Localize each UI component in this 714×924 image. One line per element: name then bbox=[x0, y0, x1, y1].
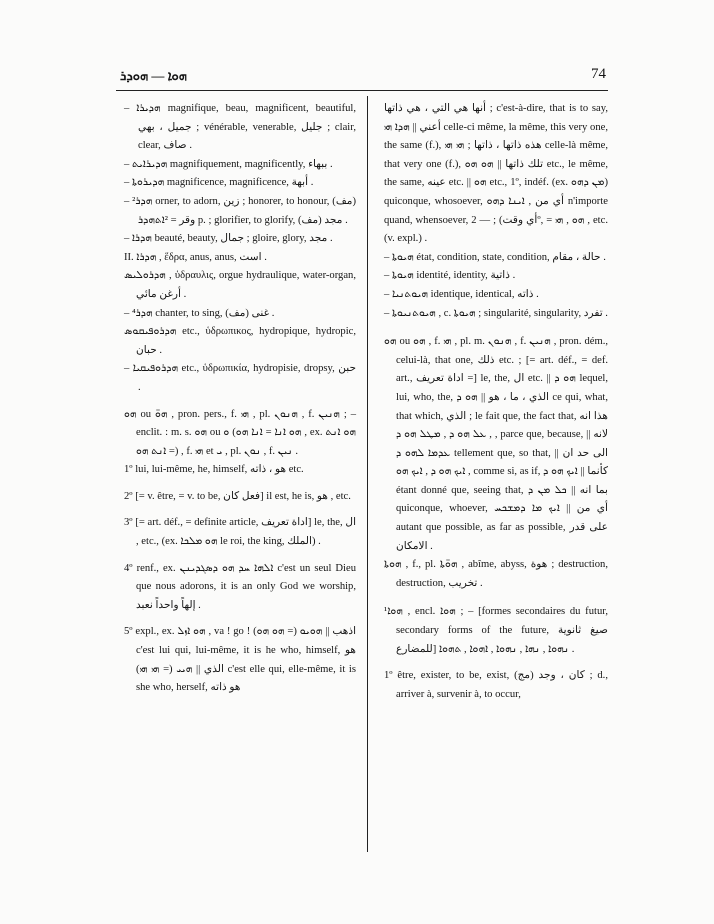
dictionary-entry: – ܗܕܝܪܘܬܐ magnificence, magnificence, أبهة . bbox=[124, 177, 314, 189]
dictionary-entry: – ܗܝܘܬܐ état, condition, state, condition, حالة ، مقام . bbox=[384, 251, 606, 263]
dictionary-entry: – ܗܕܪܐ beauté, beauty, جمال ; gloire, glory, مجد . bbox=[124, 233, 333, 245]
dictionary-entry: ܗܘܬܐ , f., pl. ܗܘ̈ܬܐ , abîme, abyss, هوة ; destruction, destruction, تخريب . bbox=[384, 559, 608, 589]
dictionary-entry: – ܗܝܘܬܐ identité, identity, ذاتية . bbox=[384, 270, 516, 282]
sense-item: 4º renf., ex. ܐܠܗܐ ܚܕ ܗܘ ܕܣܓܕܝܢܢ c'est un seul Dieu que nous adorons, it is an only God we worship, إلهاً واحداً نعبد . bbox=[124, 562, 356, 611]
running-head-guide-words: ܗܘܐ — ܗܘܕܪ bbox=[120, 68, 187, 83]
dictionary-entry: ܗܘ ou ܗܘ , f. ܗܝ , pl. m. ܗܢܘܢ , f. ܗܢܝܢ , pron. dém., celui-là, that one, ذلك etc. ; [= art. déf., = def. art., اداة تعريف =] le, the, ال etc. || ܗܘ ܕ lequel, lui, who, the, الذي ، ما ، هو || ܗܘ ܕ ce qui, what, that which, الذي ; le fait que, the fact that, هذا انه , ܥܠ ܗܘ ܕ , ܡܛܠ ܗܘ ܕ , parce que, because, لانه || ܥܕܡܐ ܠܗܘ ܕ tellement que, so that, الى حد ان || ܐܝܟ ܗܘ ܕ , ܐܝܟ ܗܘ , comme si, as if, كأنما || ܐܝܟ ܗܘ ܕ étant donné que, seeing that, بما انه || ܟܠ ܡܢ ܕ quiconque, whoever, أي من || ܐܝܟ ܡܐ ܕܡܫܟܚ autant que possible, as far as possible, على قدر الامكان . bbox=[384, 336, 609, 552]
sense-item: 2º [= v. être, = v. to be, فعل كان] il est, he is, هو , etc. bbox=[124, 490, 351, 502]
dictionary-entry: – ܗܕܝܪܐ magnifique, beau, magnificent, beautiful, جميل ، بهي ; vénérable, venerable, جليل ; clair, clear, صاف . bbox=[124, 103, 356, 152]
dictionary-entry: ܗܕܪܘܠܝܣ , ὑδραυλις, orgue hydraulique, water-organ, أرغن مائي . bbox=[124, 270, 356, 300]
dictionary-entry: – ܗܝܘܬܢܝܘܬܐ , c. ܗܝܘܬܐ ; singularité, singularity, تفرد . bbox=[384, 307, 608, 319]
sense-item: 1º être, exister, to be, exist, كان ، وجد (مج) ; d., arriver à, survenir à, to occur, bbox=[384, 670, 608, 700]
column-divider bbox=[367, 96, 368, 852]
sense-item: 5º expl., ex. ܗܘ ܐܙܠ , va ! go ! اذهب || ܗܘܝܘ (= ܗܘ ܗܘ) c'est lui qui, lui-même, it is he who, himself, هو الذي || ܗܝܝ (= ܗܝ ܗܝ) c'est elle qui, elle-même, it is she who, herself, هو ذاته bbox=[124, 626, 357, 694]
right-column bbox=[384, 100, 608, 704]
dictionary-entry: – ܗܝܘܬܢܝܐ identique, identical, ذاته . bbox=[384, 288, 539, 300]
dictionary-entry: – ⁴ܗܕܪ chanter, to sing, (مف) غنى . bbox=[124, 307, 275, 319]
dictionary-entry: – ܗܕܪܘܦܝܩܝܐ etc., ὑδρωπικία, hydropisie, dropsy, حبن . bbox=[124, 363, 356, 393]
continued-entry: أنها هي التي ، هي ذاتها ; c'est-à-dire, that is to say, أعني || ܗܕܐ ܗܝ celle-ci même, la même, this very one, the same (f.), هذه ذاتها ، ذاتها ; ܗܝ ܗܝ celle-là même, that very one (f.), تلك ذاتها || ܗܘ ܗܘ etc., le même, the same, عينه etc. || ܗܘ etc., 1º, indéf. (ex. ܡܢ ܕܗܘ) quiconque, whosoever, أي من , ܐܝܢܐ ܕܗܘ n'importe quand, whensoever, أي وقت) ; — 2º, = ܗܘ , ܗܝ , etc. (v. expl.) . bbox=[384, 103, 608, 245]
dictionary-entry: – ܗܕܝܪܐܝܬ magnifiquement, magnificently, ببهاء . bbox=[124, 158, 333, 170]
left-column bbox=[124, 100, 356, 698]
dictionary-entry: – ²ܗܕܪ orner, to adorn, زين ; honorer, to honour, (مف) وقر = ²ܐܬܗܕܪ p. ; glorifier, to glorify, (مف) مجد . bbox=[124, 195, 357, 226]
dictionary-entry: ¹ܗܘܐ , encl. ܗܘܐ ; – [formes secondaires du futur, secondary forms of the future, صيغ ثانوية للمضارع] ܢܗܘܐ , ܢܗܐ , ܢܗܘܐ , ܐܗܘܐ , ܬܗܘܐ . bbox=[384, 606, 609, 655]
dictionary-entry: ܗܕܪܘܦܝܩܘܣ etc., ὑδρωπικος, hydropique, hydropic, حبان . bbox=[124, 326, 356, 356]
page-number: 74 bbox=[591, 66, 606, 82]
sense-item: 3º [= art. déf., = definite article, اداة تعريف] le, the, ال , etc., (ex. ܗܘ ܡܠܟܐ le roi, the king, الملك) . bbox=[124, 517, 357, 548]
dictionary-entry: II. ܗܕܪܐ , ἕδρα, anus, anus, است . bbox=[124, 251, 267, 263]
running-head bbox=[120, 66, 606, 88]
dictionary-entry: ܗܘ ou ܗܘ̈ , pron. pers., f. ܗܝ , pl. ܗܢܘܢ , f. ܗܢܝܢ ; – enclit. : m. s. ܗܘ ou ܘ (ܗܘ ܐܢܐ = ܐܢܐ ܗܘ , ex. ܗܘ ܐܢܬ = ܐܢܬ ܗܘ) , f. ܗܝ et ܝ , pl. ܢܘܢ , f. ܢܝܢ . bbox=[124, 408, 356, 457]
sense-item: 1º lui, lui-même, he, himself, هو ، ذاته etc. bbox=[124, 464, 304, 476]
header-rule bbox=[116, 90, 608, 91]
